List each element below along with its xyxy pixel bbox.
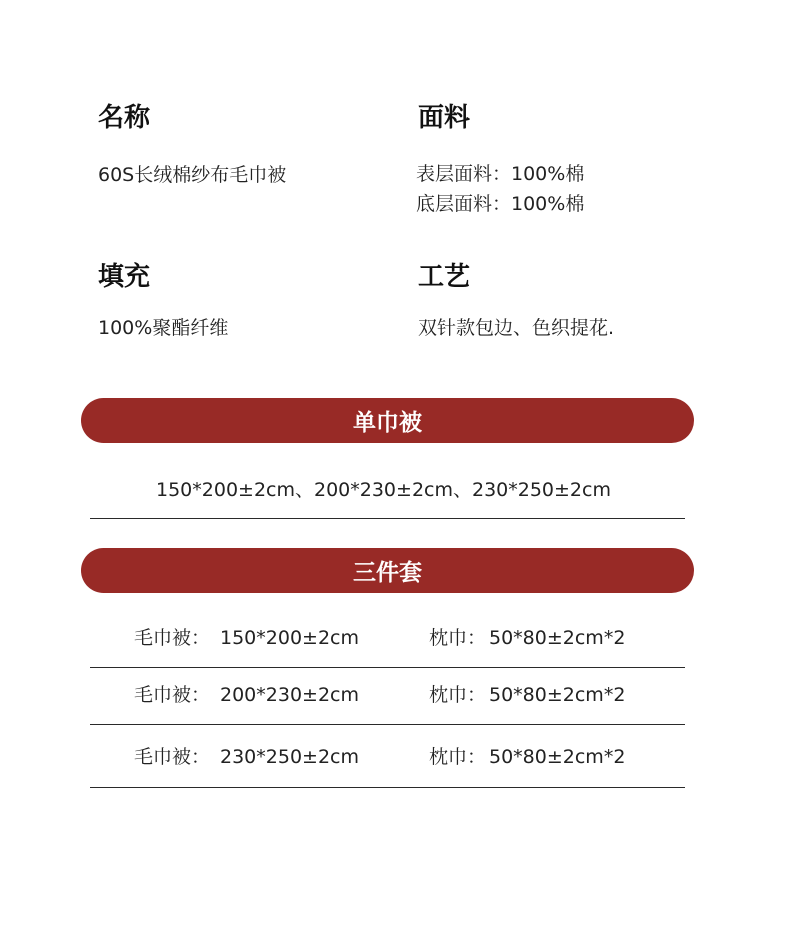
divider — [90, 787, 685, 788]
set-row-blanket-label: 毛巾被： — [134, 684, 211, 706]
craft-value: 双针款包边、色织提花. — [418, 317, 615, 339]
set-row-towel-label: 枕巾： — [429, 684, 487, 706]
single-section-banner — [81, 398, 694, 443]
set-row-blanket-size: 150*200±2cm — [220, 627, 359, 649]
set-row-towel-label: 枕巾： — [429, 746, 487, 768]
name-value: 60S长绒棉纱布毛巾被 — [98, 164, 287, 186]
single-section-title: 单巾被 — [353, 410, 422, 436]
set-row-towel-size: 50*80±2cm*2 — [489, 627, 626, 649]
set-row-blanket-label: 毛巾被： — [134, 746, 211, 768]
fabric-heading: 面料 — [418, 103, 471, 133]
craft-heading: 工艺 — [418, 262, 471, 292]
fabric-line-bottom: 底层面料：100%棉 — [416, 193, 585, 215]
single-sizes: 150*200±2cm、200*230±2cm、230*250±2cm — [156, 479, 611, 501]
filling-heading: 填充 — [98, 262, 151, 292]
set-row-blanket-size: 200*230±2cm — [220, 684, 359, 706]
set-row-towel-size: 50*80±2cm*2 — [489, 684, 626, 706]
filling-value: 100%聚酯纤维 — [98, 317, 229, 339]
set-row-blanket-label: 毛巾被： — [134, 627, 211, 649]
divider — [90, 667, 685, 668]
set-section-banner — [81, 548, 694, 593]
set-row-towel-size: 50*80±2cm*2 — [489, 746, 626, 768]
set-row-towel-label: 枕巾： — [429, 627, 487, 649]
set-section-title: 三件套 — [353, 560, 422, 586]
divider — [90, 518, 685, 519]
fabric-line-top: 表层面料：100%棉 — [416, 163, 585, 185]
set-row-blanket-size: 230*250±2cm — [220, 746, 359, 768]
divider — [90, 724, 685, 725]
name-heading: 名称 — [98, 103, 151, 133]
